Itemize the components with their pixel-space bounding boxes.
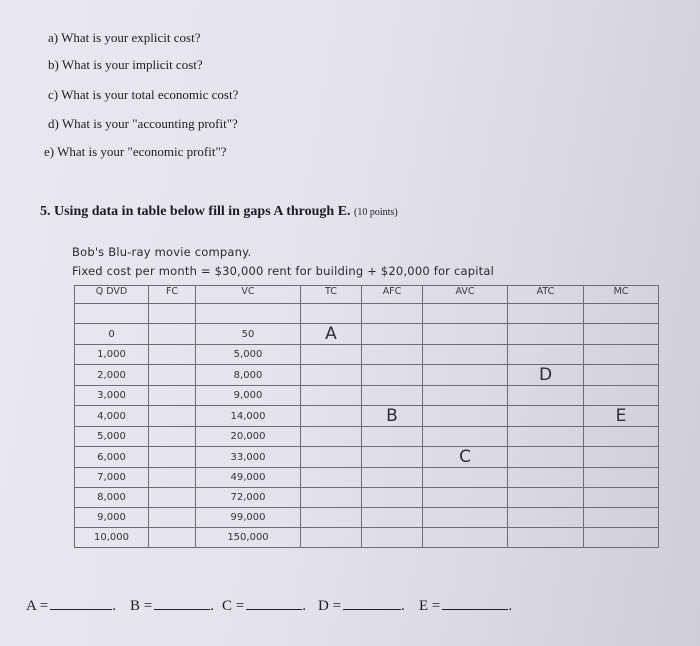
cost-table (74, 285, 659, 548)
table-cell (149, 468, 196, 488)
column-header: AFC (362, 286, 423, 304)
table-cell (508, 468, 584, 488)
table-cell (508, 508, 584, 528)
table-cell (584, 508, 659, 528)
table-cell (149, 345, 196, 365)
table-row (75, 406, 659, 427)
column-header: VC (196, 286, 301, 304)
table-cell (423, 427, 508, 447)
table-cell (149, 324, 196, 345)
table-cell (584, 468, 659, 488)
table-cell (149, 386, 196, 406)
table-cell: 72,000 (196, 488, 301, 508)
question-e: e) What is your "economic profit"? (44, 144, 227, 159)
fixed-cost-line: Fixed cost per month = $30,000 rent for building + $20,000 for capital (72, 264, 494, 278)
table-cell (584, 345, 659, 365)
table-cell (301, 406, 362, 427)
table-cell (362, 427, 423, 447)
table-cell: 3,000 (75, 386, 149, 406)
answer-c[interactable]: C = . (222, 598, 306, 614)
answer-d-label: D = (318, 598, 342, 614)
column-header: Q DVD (75, 286, 149, 304)
answer-a-label: A = (26, 598, 49, 614)
table-cell: 8,000 (75, 488, 149, 508)
table-cell (508, 406, 584, 427)
table-cell: 150,000 (196, 528, 301, 548)
table-cell: 7,000 (75, 468, 149, 488)
table-cell (423, 324, 508, 345)
company-title: Bob's Blu-ray movie company. (72, 245, 252, 259)
gap-cell: A (301, 324, 362, 345)
table-cell (301, 386, 362, 406)
question-b: b) What is your implicit cost? (48, 57, 203, 72)
answer-e-label: E = (419, 598, 441, 614)
table-header-row (75, 286, 659, 304)
table-cell: 5,000 (75, 427, 149, 447)
table-spacer-row (75, 304, 659, 324)
table-cell (423, 406, 508, 427)
table-cell: 2,000 (75, 365, 149, 386)
question-a: a) What is your explicit cost? (48, 30, 201, 45)
table-cell (301, 447, 362, 468)
table-cell (423, 508, 508, 528)
table-cell (423, 386, 508, 406)
table-cell: 33,000 (196, 447, 301, 468)
table-cell (149, 365, 196, 386)
table-cell: 9,000 (196, 386, 301, 406)
answer-c-label: C = (222, 598, 245, 614)
table-cell: 14,000 (196, 406, 301, 427)
table-cell (301, 508, 362, 528)
column-header: TC (301, 286, 362, 304)
table-cell (362, 345, 423, 365)
table-cell: 8,000 (196, 365, 301, 386)
table-cell (584, 427, 659, 447)
table-cell (362, 488, 423, 508)
table-cell (301, 528, 362, 548)
answer-d[interactable]: D = . (318, 598, 405, 614)
question-5-text: 5. Using data in table below fill in gaps A through E. (40, 204, 351, 219)
table-cell (301, 468, 362, 488)
gap-cell: D (508, 365, 584, 386)
table-cell (301, 427, 362, 447)
table-cell: 99,000 (196, 508, 301, 528)
table-cell (584, 324, 659, 345)
table-cell: 49,000 (196, 468, 301, 488)
table-cell (149, 427, 196, 447)
answer-b-label: B = (130, 598, 153, 614)
table-row (75, 528, 659, 548)
question-5 (40, 204, 398, 220)
column-header: FC (149, 286, 196, 304)
table-cell: 4,000 (75, 406, 149, 427)
answer-a[interactable]: A = . (26, 598, 116, 614)
table-cell (362, 528, 423, 548)
table-cell (423, 468, 508, 488)
column-header: MC (584, 286, 659, 304)
question-d: d) What is your "accounting profit"? (48, 116, 238, 131)
table-row (75, 508, 659, 528)
table-cell (508, 488, 584, 508)
table-cell: 1,000 (75, 345, 149, 365)
table-cell (149, 528, 196, 548)
table-cell (508, 324, 584, 345)
table-cell (508, 528, 584, 548)
table-cell (362, 365, 423, 386)
column-header: AVC (423, 286, 508, 304)
table-cell (423, 488, 508, 508)
table-cell (362, 508, 423, 528)
table-row (75, 345, 659, 365)
table-row (75, 447, 659, 468)
table-cell (584, 365, 659, 386)
question-5-points: (10 points) (354, 207, 398, 218)
table-cell (301, 488, 362, 508)
answer-e[interactable]: E = . (419, 598, 513, 614)
table-row (75, 386, 659, 406)
table-cell (301, 345, 362, 365)
table-cell (362, 468, 423, 488)
table-cell (508, 345, 584, 365)
table-cell: 50 (196, 324, 301, 345)
table-cell (149, 508, 196, 528)
table-row (75, 427, 659, 447)
table-cell (423, 345, 508, 365)
table-cell: 0 (75, 324, 149, 345)
table-row (75, 365, 659, 386)
table-cell (423, 528, 508, 548)
table-cell (301, 365, 362, 386)
table-cell: 10,000 (75, 528, 149, 548)
table-cell (584, 386, 659, 406)
table-cell (149, 406, 196, 427)
table-cell (508, 386, 584, 406)
table-cell (508, 427, 584, 447)
table-cell (362, 447, 423, 468)
gap-cell: B (362, 406, 423, 427)
table-cell (584, 488, 659, 508)
table-row (75, 468, 659, 488)
table-cell: 6,000 (75, 447, 149, 468)
answer-b[interactable]: B = . (130, 598, 214, 614)
gap-cell: C (423, 447, 508, 468)
table-cell (362, 386, 423, 406)
table-cell: 20,000 (196, 427, 301, 447)
gap-cell: E (584, 406, 659, 427)
table-cell (149, 447, 196, 468)
table-cell: 9,000 (75, 508, 149, 528)
table-cell (584, 447, 659, 468)
table-cell (508, 447, 584, 468)
table-cell (362, 324, 423, 345)
question-c: c) What is your total economic cost? (48, 87, 239, 102)
table-cell: 5,000 (196, 345, 301, 365)
column-header: ATC (508, 286, 584, 304)
table-cell (149, 488, 196, 508)
table-cell (423, 365, 508, 386)
table-row (75, 324, 659, 345)
table-cell (584, 528, 659, 548)
table-row (75, 488, 659, 508)
